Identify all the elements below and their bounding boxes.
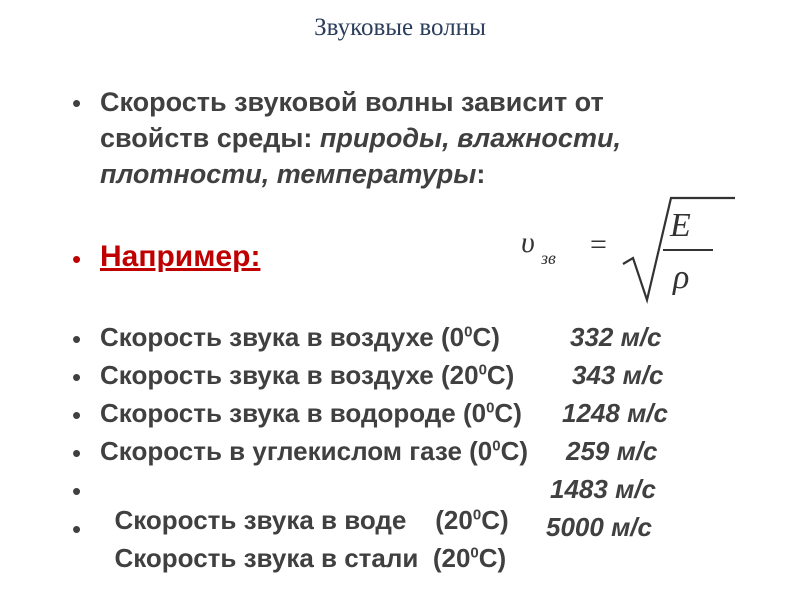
intro-line-3-tail: : [476,159,486,189]
bullet-dot: • [72,88,82,118]
formula-numerator: E [670,207,691,244]
row-unit: C) [478,543,507,573]
intro-paragraph [100,84,700,192]
row-unit: C) [472,322,500,352]
degree-superscript: 0 [492,437,501,455]
row-label: Скорость звука в воздухе (20 [100,360,479,390]
bullet-dot: • [72,514,82,544]
row-label: Скорость в углекислом газе (0 [100,436,493,466]
intro-line-2 [100,120,700,156]
degree-superscript: 0 [472,506,482,524]
slide-title: Звуковые волны [314,14,486,41]
row-value: 1248 м/с [562,398,668,428]
bullet-dot: • [72,400,82,430]
example-colon: : [250,240,261,273]
row-label: Скорость звука в воздухе (0 [100,322,465,352]
row-label: Скорость звука в воде (20 [114,505,473,535]
degree-superscript: 0 [478,361,487,379]
degree-superscript: 0 [464,323,473,341]
row-unit: C) [481,505,509,535]
bullet-dot: • [72,476,82,506]
row-unit: C) [494,398,522,428]
row-value: 1483 м/с [550,474,656,504]
bullet-dot: • [72,438,82,468]
row-value: 332 м/с [570,322,662,352]
formula-denominator: ρ [673,259,690,296]
row-label: Скорость звука в водороде (0 [100,398,487,428]
degree-superscript: 0 [486,399,495,417]
example-heading [100,240,260,274]
row-value: 343 м/с [572,360,664,390]
formula-lhs: υ [521,226,535,259]
intro-line-2-plain: свойств среды: [100,123,320,153]
row-unit: C) [500,436,529,466]
speed-row [100,398,522,434]
intro-line-3-italic: плотности, температуры [100,159,477,189]
intro-line-2-italic: природы, влажности, [319,123,621,153]
intro-line-1: Скорость звуковой волны зависит от [100,87,604,117]
speed-row [100,322,500,358]
example-label: Например [100,240,251,273]
formula-equals: = [590,228,607,261]
speed-row [100,512,507,573]
speed-row [100,360,514,396]
speed-row [100,474,509,535]
sound-speed-formula [515,192,735,307]
row-value: 259 м/с [566,436,658,466]
speed-row [100,436,528,472]
bullet-dot: • [72,362,82,392]
intro-line-3 [100,156,700,192]
row-label: Скорость звука в стали (20 [114,543,471,573]
bullet-dot: • [72,244,82,274]
row-value: 5000 м/с [546,512,652,542]
degree-superscript: 0 [470,544,479,562]
formula-lhs-subscript: зв [541,248,556,268]
bullet-dot: • [72,324,82,354]
row-unit: C) [486,360,515,390]
